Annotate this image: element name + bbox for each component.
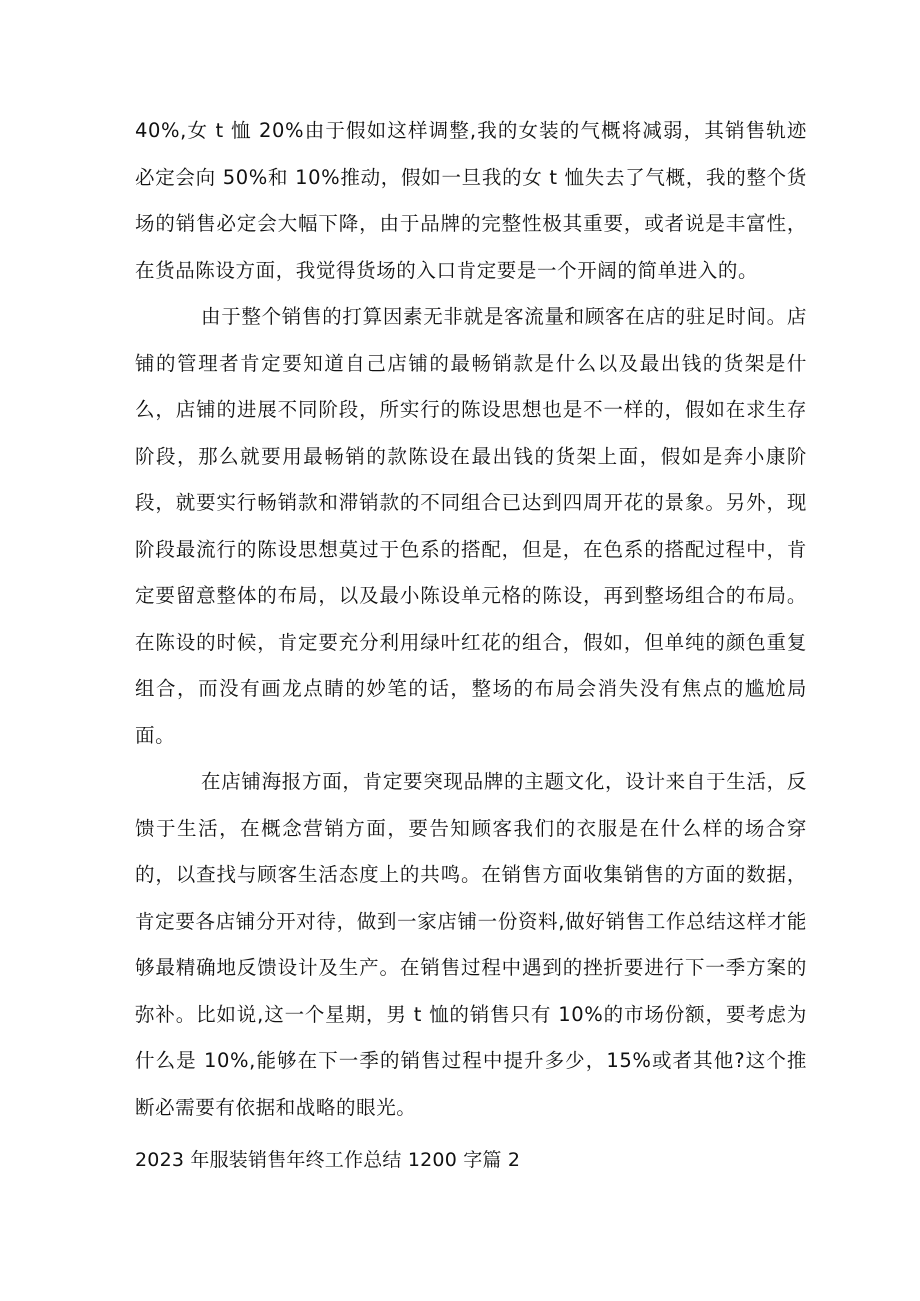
paragraph-1: 40%,女 t 恤 20%由于假如这样调整,我的女装的气概将减弱，其销售轨迹必定会向 50%和 10%推动，假如一旦我的女 t 恤失去了气概，我的整个货场的销售必定会大幅下降，由于品牌的完整性极其重要，或者说是丰富性，在货品陈设方面，我觉得货场的入口肯定要是一个开阔的简单进入的。 bbox=[135, 119, 807, 282]
section-heading: 2023 年服装销售年终工作总结 1200 字篇 2 bbox=[135, 1149, 521, 1171]
document-body bbox=[135, 108, 807, 1183]
paragraph-2: 由于整个销售的打算因素无非就是客流量和顾客在店的驻足时间。店铺的管理者肯定要知道自己店铺的最畅销款是什么以及最出钱的货架是什么，店铺的进展不同阶段，所实行的陈设思想也是不一样的，假如在求生存阶段，那么就要用最畅销的款陈设在最出钱的货架上面，假如是奔小康阶段，就要实行畅销款和滞销款的不同组合已达到四周开花的景象。另外，现阶段最流行的陈设思想莫过于色系的搭配，但是，在色系的搭配过程中，肯定要留意整体的布局，以及最小陈设单元格的陈设，再到整场组合的布局。在陈设的时候，肯定要充分利用绿叶红花的组合，假如，但单纯的颜色重复组合，而没有画龙点睛的妙笔的话，整场的布局会消失没有焦点的尴尬局面。 bbox=[135, 305, 807, 747]
paragraph-3: 在店铺海报方面，肯定要突现品牌的主题文化，设计来自于生活，反馈于生活，在概念营销方面，要告知顾客我们的衣服是在什么样的场合穿的，以查找与顾客生活态度上的共鸣。在销售方面收集销售的方面的数据，肯定要各店铺分开对待，做到一家店铺一份资料,做好销售工作总结这样才能够最精确地反馈设计及生产。在销售过程中遇到的挫折要进行下一季方案的弥补。比如说,这一个星期，男 t 恤的销售只有 10%的市场份额，要考虑为什么是 10%,能够在下一季的销售过程中提升多少，15%或者其他?这个推断必需要有依据和战略的眼光。 bbox=[135, 770, 807, 1119]
